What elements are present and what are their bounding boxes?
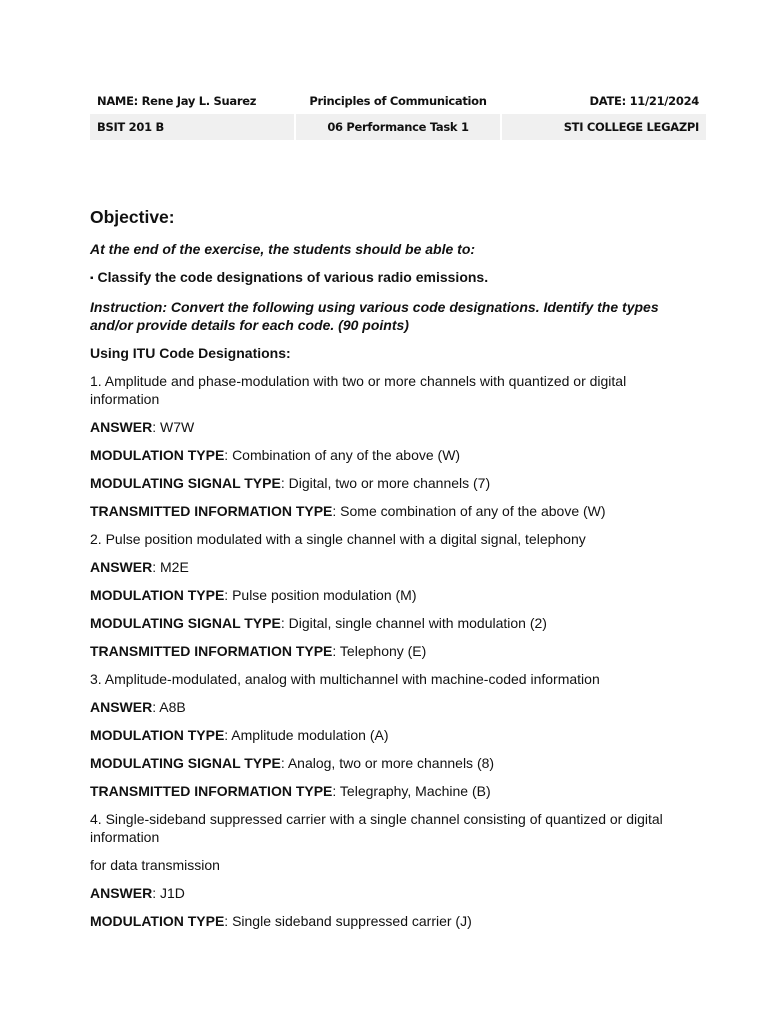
modulating-signal-type-line bbox=[90, 474, 680, 492]
modulation-type-value: : Combination of any of the above (W) bbox=[224, 447, 461, 463]
modulation-type-line bbox=[90, 446, 680, 464]
school-name: STI COLLEGE LEGAZPI bbox=[501, 114, 706, 140]
modulation-type-label: MODULATION TYPE bbox=[90, 587, 225, 603]
answer-line bbox=[90, 558, 680, 576]
objective-bullet bbox=[90, 268, 680, 288]
answer-value: : W7W bbox=[152, 419, 195, 435]
header-row bbox=[90, 114, 706, 140]
answer-value: : A8B bbox=[152, 699, 186, 715]
modulating-signal-type-value: : Digital, single channel with modulation (2) bbox=[280, 615, 547, 631]
modulating-signal-type-line bbox=[90, 754, 680, 772]
modulation-type-line bbox=[90, 726, 680, 744]
answer-line bbox=[90, 418, 680, 436]
student-section: BSIT 201 B bbox=[90, 114, 295, 140]
document-body bbox=[90, 206, 680, 940]
bullet-icon: ▪ bbox=[90, 273, 94, 284]
modulation-type-value: : Single sideband suppressed carrier (J) bbox=[224, 913, 472, 929]
modulating-signal-type-label: MODULATING SIGNAL TYPE bbox=[90, 475, 281, 491]
transmitted-information-type-line bbox=[90, 502, 680, 520]
modulation-type-value: : Pulse position modulation (M) bbox=[224, 587, 417, 603]
modulating-signal-type-line bbox=[90, 614, 680, 632]
transmitted-information-type-label: TRANSMITTED INFORMATION TYPE bbox=[90, 783, 333, 799]
instruction-text: Instruction: Convert the following using various code designations. Identify the types and/or provide details for each code. (90 points) bbox=[90, 299, 659, 333]
answer-value: : J1D bbox=[152, 885, 185, 901]
modulating-signal-type-value: : Digital, two or more channels (7) bbox=[280, 475, 491, 491]
objective-intro: At the end of the exercise, the students should be able to: bbox=[90, 241, 476, 257]
question-text: 4. Single-sideband suppressed carrier with a single channel consisting of quantized or digital information bbox=[90, 811, 663, 845]
modulating-signal-type-label: MODULATING SIGNAL TYPE bbox=[90, 755, 281, 771]
answer-label: ANSWER bbox=[90, 419, 153, 435]
transmitted-information-type-value: : Telegraphy, Machine (B) bbox=[332, 783, 491, 799]
modulation-type-label: MODULATION TYPE bbox=[90, 913, 225, 929]
question-continuation: for data transmission bbox=[90, 857, 220, 873]
objective-bullet-text: Classify the code designations of various radio emissions. bbox=[97, 269, 489, 285]
question-text: 2. Pulse position modulated with a single channel with a digital signal, telephony bbox=[90, 531, 586, 547]
answer-label: ANSWER bbox=[90, 559, 153, 575]
modulation-type-line bbox=[90, 586, 680, 604]
header-row bbox=[90, 87, 706, 114]
answer-value: : M2E bbox=[152, 559, 189, 575]
document-date: DATE: 11/21/2024 bbox=[589, 93, 699, 108]
question-text: 3. Amplitude-modulated, analog with multichannel with machine-coded information bbox=[90, 671, 600, 687]
section-heading: Using ITU Code Designations: bbox=[90, 345, 291, 361]
student-name: NAME: Rene Jay L. Suarez bbox=[97, 93, 257, 108]
modulation-type-value: : Amplitude modulation (A) bbox=[224, 727, 389, 743]
document-header bbox=[90, 87, 706, 140]
answer-line bbox=[90, 884, 680, 902]
transmitted-information-type-label: TRANSMITTED INFORMATION TYPE bbox=[90, 643, 333, 659]
modulation-type-label: MODULATION TYPE bbox=[90, 447, 225, 463]
transmitted-information-type-label: TRANSMITTED INFORMATION TYPE bbox=[90, 503, 333, 519]
transmitted-information-type-value: : Telephony (E) bbox=[332, 643, 427, 659]
answer-line bbox=[90, 698, 680, 716]
answer-label: ANSWER bbox=[90, 885, 153, 901]
transmitted-information-type-line bbox=[90, 782, 680, 800]
modulation-type-line bbox=[90, 912, 680, 930]
task-title: 06 Performance Task 1 bbox=[295, 114, 501, 140]
answer-label: ANSWER bbox=[90, 699, 153, 715]
modulating-signal-type-value: : Analog, two or more channels (8) bbox=[280, 755, 495, 771]
question-text: 1. Amplitude and phase-modulation with two or more channels with quantized or digital information bbox=[90, 373, 627, 407]
modulation-type-label: MODULATION TYPE bbox=[90, 727, 225, 743]
modulating-signal-type-label: MODULATING SIGNAL TYPE bbox=[90, 615, 281, 631]
transmitted-information-type-value: : Some combination of any of the above (W) bbox=[332, 503, 606, 519]
transmitted-information-type-line bbox=[90, 642, 680, 660]
course-title: Principles of Communication bbox=[309, 93, 487, 108]
objective-heading: Objective: bbox=[90, 207, 175, 227]
